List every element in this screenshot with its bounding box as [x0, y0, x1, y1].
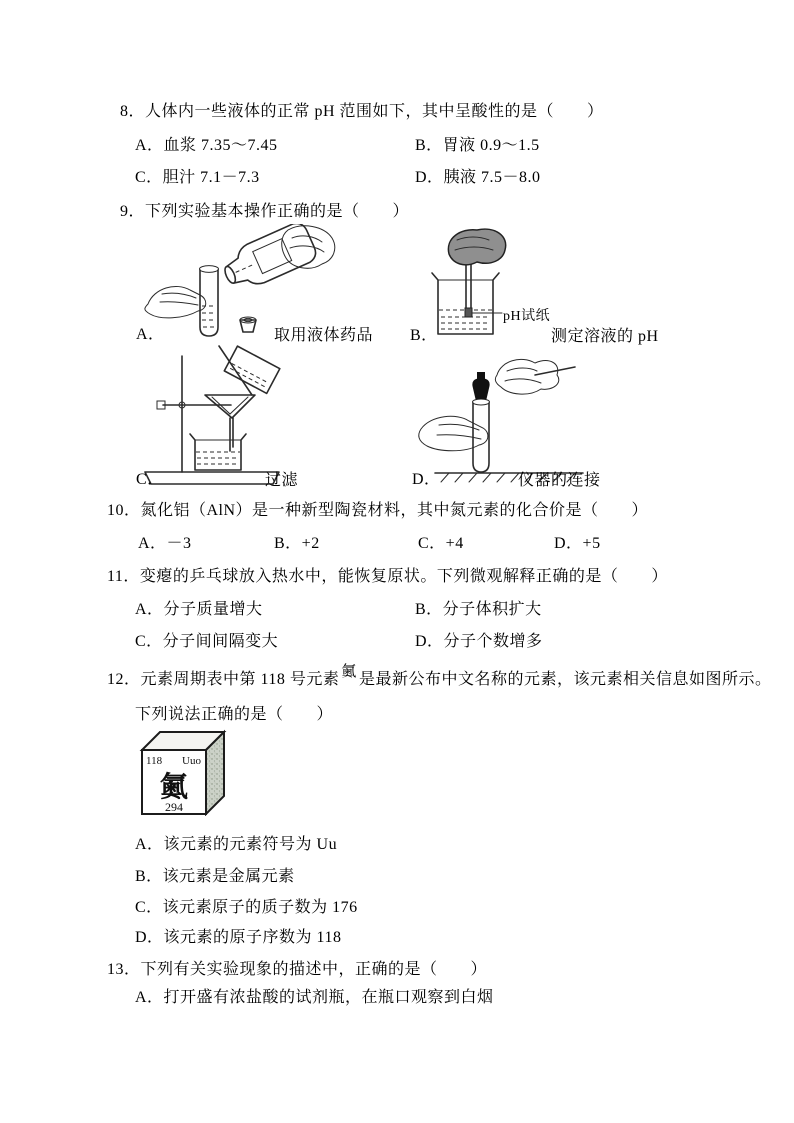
- q11-option-d: D．分子个数增多: [415, 633, 543, 650]
- q12-title: [107, 663, 771, 689]
- q9-option-c-letter: C．: [136, 471, 164, 488]
- q9-option-d-caption: 仪器的连接: [518, 472, 601, 489]
- q12-option-b: B．该元素是金属元素: [135, 868, 295, 885]
- cube-symbol: Uuo: [182, 755, 201, 767]
- q12-title-suffix: 是最新公布中文名称的元素，该元素相关信息如图所示。: [358, 671, 772, 688]
- q13-option-a: A．打开盛有浓盐酸的试剂瓶，在瓶口观察到白烟: [135, 989, 494, 1006]
- q8-option-a: A．血浆 7.35～7.45: [135, 137, 278, 154]
- q13-title: 13．下列有关实验现象的描述中，正确的是（ ）: [107, 961, 488, 978]
- cube-mass-number: 294: [165, 800, 183, 814]
- q12-option-c: C．该元素原子的质子数为 176: [135, 899, 358, 916]
- q11-title: 11．变瘪的乒乓球放入热水中，能恢复原状。下列微观解释正确的是（ ）: [107, 568, 668, 585]
- q12-option-a: A．该元素的元素符号为 Uu: [135, 836, 338, 853]
- connect-apparatus-illustration-icon: [403, 355, 618, 487]
- q12-option-d: D．该元素的原子序数为 118: [135, 929, 342, 946]
- q11-option-b: B．分子体积扩大: [415, 601, 542, 618]
- q9-option-b-caption: 测定溶液的 pH: [551, 328, 659, 345]
- ph-paper-annotation: pH试纸: [503, 309, 551, 324]
- q10-option-b: B．+2: [274, 535, 320, 552]
- cube-atomic-number: 118: [146, 755, 163, 767]
- q9-option-b-letter: B．: [410, 327, 438, 344]
- q8-option-d: D．胰液 7.5－8.0: [415, 169, 541, 186]
- cube-element-name: 鿫: [159, 772, 189, 803]
- q9-option-d-letter: D．: [412, 471, 441, 488]
- q9-option-a-caption: 取用液体药品: [274, 327, 374, 344]
- q10-option-c: C．+4: [418, 535, 464, 552]
- q9-title: 9．下列实验基本操作正确的是（ ）: [120, 203, 410, 220]
- q12-line2: 下列说法正确的是（ ）: [135, 706, 334, 723]
- q11-option-a: A．分子质量增大: [135, 601, 263, 618]
- q12-title-prefix: 12．元素周期表中第 118 号元素: [107, 671, 340, 688]
- q8-option-c: C．胆汁 7.1－7.3: [135, 169, 260, 186]
- q12-element-character: 鿫: [341, 664, 357, 680]
- q10-title: 10．氮化铝（AlN）是一种新型陶瓷材料，其中氮元素的化合价是（ ）: [107, 502, 649, 519]
- q8-title: 8．人体内一些液体的正常 pH 范围如下，其中呈酸性的是（ ）: [120, 103, 604, 120]
- q11-option-c: C．分子间间隔变大: [135, 633, 279, 650]
- q10-option-a: A．－3: [138, 535, 192, 552]
- filtration-illustration-icon: [133, 344, 298, 490]
- q8-option-b: B．胃液 0.9～1.5: [415, 137, 540, 154]
- q9-option-c-caption: 过滤: [265, 472, 299, 489]
- pour-liquid-illustration-icon: [140, 224, 390, 342]
- element-118-cube: [136, 722, 228, 816]
- q10-option-d: D．+5: [554, 535, 601, 552]
- q9-option-a-letter: A．: [136, 326, 165, 343]
